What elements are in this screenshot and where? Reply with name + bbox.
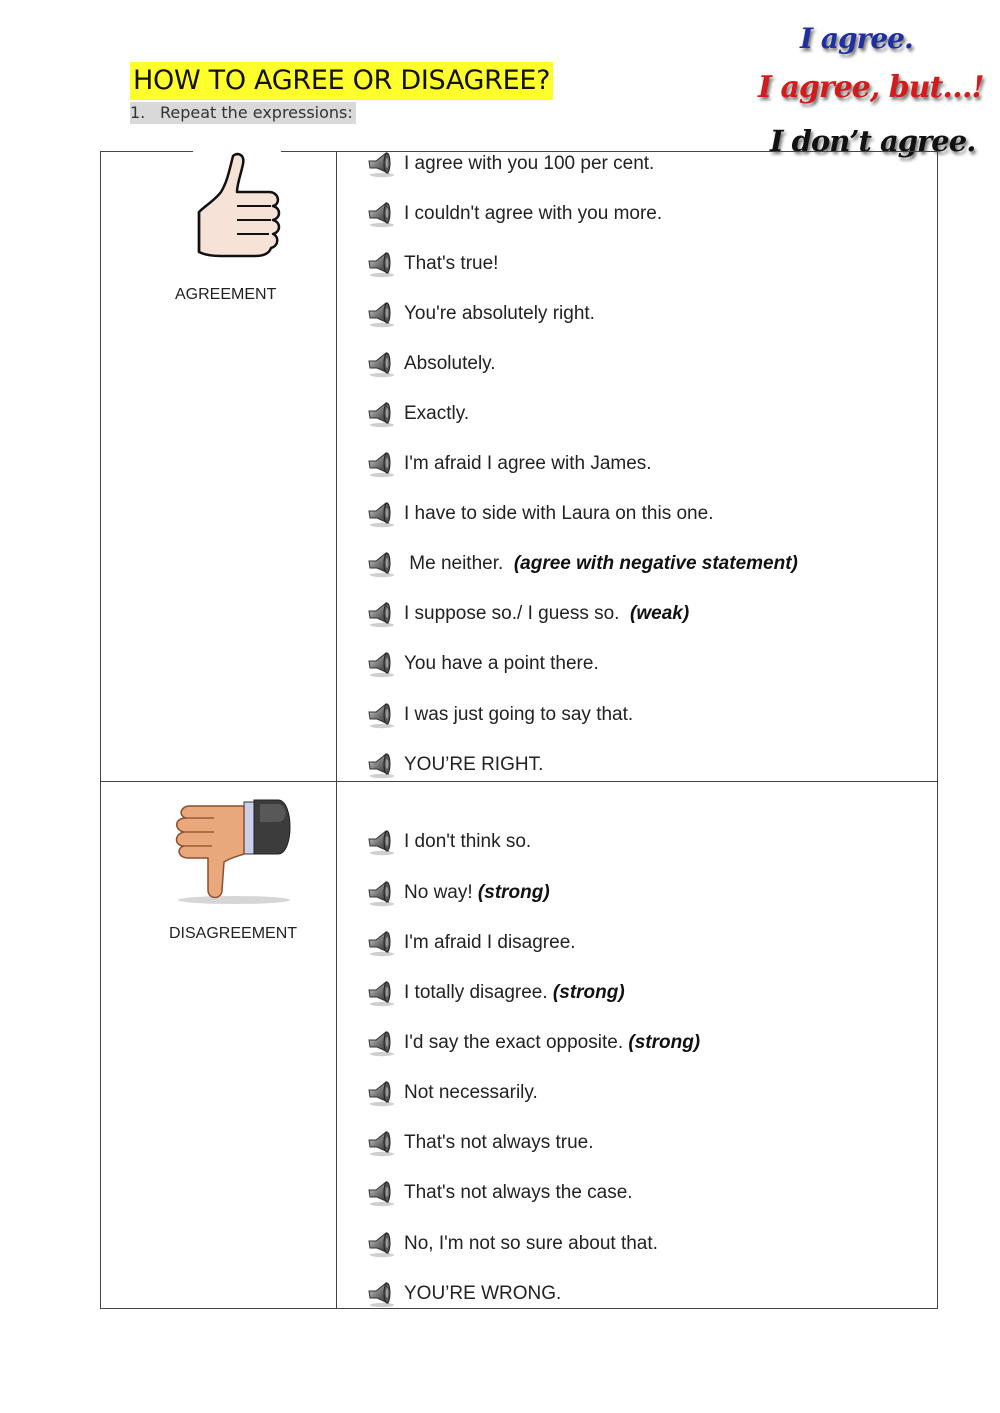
speaker-icon[interactable] xyxy=(366,1079,396,1107)
speaker-icon[interactable] xyxy=(366,1129,396,1157)
expression-text: Me neither. xyxy=(404,553,514,574)
agreement-item xyxy=(366,549,798,579)
expression-text: YOU’RE WRONG. xyxy=(404,1283,562,1304)
speaker-icon[interactable] xyxy=(366,200,396,228)
expression-text: I suppose so./ I guess so. xyxy=(404,603,631,624)
expression-note: (agree with negative statement) xyxy=(513,553,798,574)
column-divider xyxy=(336,152,337,1308)
disagreement-item xyxy=(366,978,625,1008)
expression-text: I agree with you 100 per cent. xyxy=(404,153,655,174)
expression-text: That's true! xyxy=(404,253,499,274)
disagreement-item xyxy=(366,1078,538,1108)
agreement-item xyxy=(366,199,662,229)
expression-text: I'm afraid I agree with James. xyxy=(404,453,652,474)
disagreement-label: DISAGREEMENT xyxy=(169,925,298,942)
speaker-icon[interactable] xyxy=(366,701,396,729)
expression-text: That's not always the case. xyxy=(404,1182,633,1203)
agreement-item xyxy=(366,649,599,679)
instruction-text: Repeat the expressions: xyxy=(160,103,353,122)
instruction-number: 1. xyxy=(130,103,146,122)
agreement-item xyxy=(366,299,595,329)
expression-text: I'm afraid I disagree. xyxy=(404,932,576,953)
expression-text: YOU’RE RIGHT. xyxy=(404,754,544,775)
agreement-label: AGREEMENT xyxy=(175,286,277,303)
agreement-item xyxy=(366,499,713,529)
disagreement-item xyxy=(366,928,576,958)
thumbs-up-icon xyxy=(191,150,287,270)
agreement-item xyxy=(366,149,654,179)
speaker-icon[interactable] xyxy=(366,350,396,378)
expression-note: (strong) xyxy=(552,982,625,1003)
agreement-item xyxy=(366,399,469,429)
speaker-icon[interactable] xyxy=(366,751,396,779)
expression-note: (strong) xyxy=(628,1032,701,1053)
speaker-icon[interactable] xyxy=(366,979,396,1007)
disagreement-item xyxy=(366,1178,633,1208)
agreement-item xyxy=(366,249,498,279)
expression-text: Absolutely. xyxy=(404,353,496,374)
speaker-icon[interactable] xyxy=(366,250,396,278)
expression-text: I totally disagree. xyxy=(404,982,553,1003)
speaker-icon[interactable] xyxy=(366,300,396,328)
speaker-icon[interactable] xyxy=(366,650,396,678)
thumbs-down-icon xyxy=(168,798,296,908)
expression-text: I was just going to say that. xyxy=(404,704,634,725)
disagreement-item xyxy=(366,1229,658,1259)
speaker-icon[interactable] xyxy=(366,929,396,957)
expression-text: You have a point there. xyxy=(404,653,599,674)
disagreement-item xyxy=(366,827,531,857)
expression-text: Not necessarily. xyxy=(404,1082,538,1103)
expression-text: I couldn't agree with you more. xyxy=(404,203,663,224)
expression-text: You're absolutely right. xyxy=(404,303,595,324)
speaker-icon[interactable] xyxy=(366,879,396,907)
decor-i-agree: I agree. xyxy=(800,22,913,55)
disagreement-item xyxy=(366,1128,594,1158)
speaker-icon[interactable] xyxy=(366,550,396,578)
speaker-icon[interactable] xyxy=(366,150,396,178)
speaker-icon[interactable] xyxy=(366,600,396,628)
speaker-icon[interactable] xyxy=(366,1179,396,1207)
disagreement-item xyxy=(366,1279,561,1309)
expression-text: I don't think so. xyxy=(404,831,532,852)
expression-text: Exactly. xyxy=(404,403,470,424)
expression-text: That's not always true. xyxy=(404,1132,594,1153)
agreement-item xyxy=(366,700,633,730)
speaker-icon[interactable] xyxy=(366,400,396,428)
decor-i-dont-agree: I don’t agree. xyxy=(770,124,976,158)
disagreement-item xyxy=(366,878,550,908)
expression-text: No way! xyxy=(404,882,478,903)
disagreement-item xyxy=(366,1028,700,1058)
agreement-item xyxy=(366,349,496,379)
speaker-icon[interactable] xyxy=(366,450,396,478)
expression-text: I have to side with Laura on this one. xyxy=(404,503,714,524)
instruction xyxy=(130,102,356,124)
page-title: HOW TO AGREE OR DISAGREE? xyxy=(130,62,553,100)
agreement-item xyxy=(366,599,689,629)
expression-text: No, I'm not so sure about that. xyxy=(404,1233,658,1254)
speaker-icon[interactable] xyxy=(366,1029,396,1057)
speaker-icon[interactable] xyxy=(366,1230,396,1258)
decor-i-agree-but: I agree, but…! xyxy=(758,70,984,105)
speaker-icon[interactable] xyxy=(366,1280,396,1308)
agreement-item xyxy=(366,449,652,479)
speaker-icon[interactable] xyxy=(366,828,396,856)
speaker-icon[interactable] xyxy=(366,500,396,528)
row-divider xyxy=(101,781,937,782)
expression-text: I'd say the exact opposite. xyxy=(404,1032,629,1053)
expression-note: (strong) xyxy=(477,882,550,903)
agreement-item xyxy=(366,750,543,780)
expressions-table xyxy=(100,151,938,1309)
expression-note: (weak) xyxy=(630,603,690,624)
